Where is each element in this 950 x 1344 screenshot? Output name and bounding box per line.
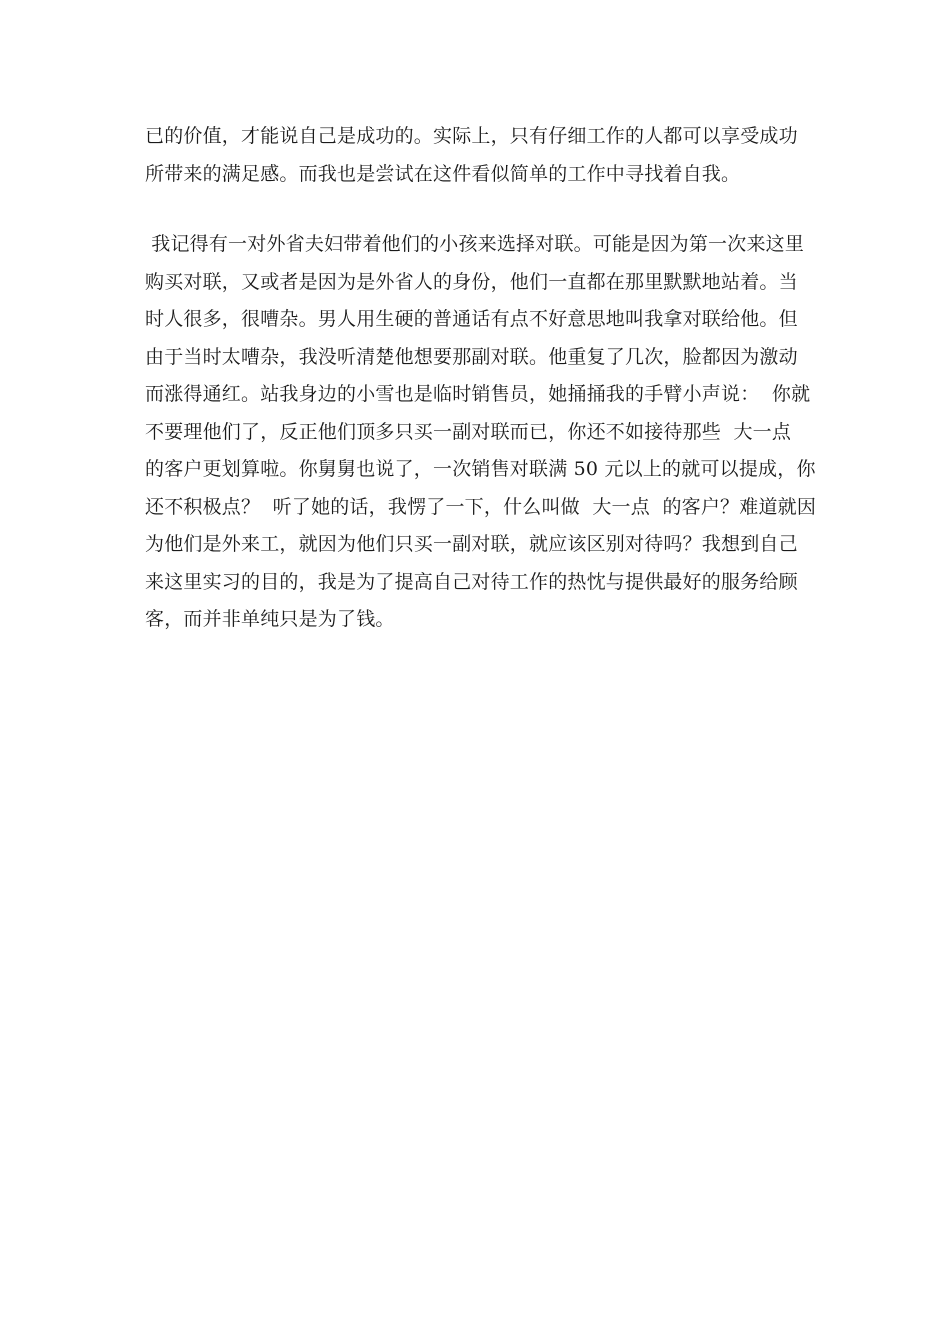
paragraph-line: 由于当时太嘈杂，我没听清楚他想要那副对联。他重复了几次，脸都因为激动 bbox=[145, 345, 798, 368]
paragraph-line: 所带来的满足感。而我也是尝试在这件看似简单的工作中寻找着自我。 bbox=[145, 162, 741, 185]
paragraph-line: 已的价值，才能说自己是成功的。实际上，只有仔细工作的人都可以享受成功 bbox=[145, 125, 798, 147]
paragraph-line: 的客户更划算啦。你舅舅也说了，一次销售对联满 50 元以上的就可以提成，你 bbox=[145, 458, 816, 480]
paragraph-line: 购买对联，又或者是因为是外省人的身份，他们一直都在那里默默地站着。当 bbox=[145, 270, 798, 293]
paragraph-line: 客，而并非单纯只是为了钱。 bbox=[145, 608, 395, 630]
paragraph-line: 时人很多，很嘈杂。男人用生硬的普通话有点不好意思地叫我拿对联给他。但 bbox=[145, 308, 798, 330]
paragraph-line: 来这里实习的目的，我是为了提高自己对待工作的热忱与提供最好的服务给顾 bbox=[145, 570, 798, 593]
paragraph-2 bbox=[145, 226, 817, 639]
paragraph-line: 我记得有一对外省夫妇带着他们的小孩来选择对联。可能是因为第一次来这里 bbox=[145, 233, 805, 255]
paragraph-line: 为他们是外来工，就因为他们只买一副对联，就应该区别对待吗？我想到自己 bbox=[145, 533, 798, 555]
paragraph-line: 还不积极点？ 听了她的话，我愣了一下，什么叫做 大一点 的客户？难道就因 bbox=[145, 495, 817, 518]
paragraph-line: 而涨得通红。站我身边的小雪也是临时销售员，她捅捅我的手臂小声说： 你就 bbox=[145, 383, 811, 405]
paragraph-line: 不要理他们了，反正他们顶多只买一副对联而已，你还不如接待那些 大一点 bbox=[145, 420, 792, 443]
paragraph-1 bbox=[145, 118, 810, 193]
